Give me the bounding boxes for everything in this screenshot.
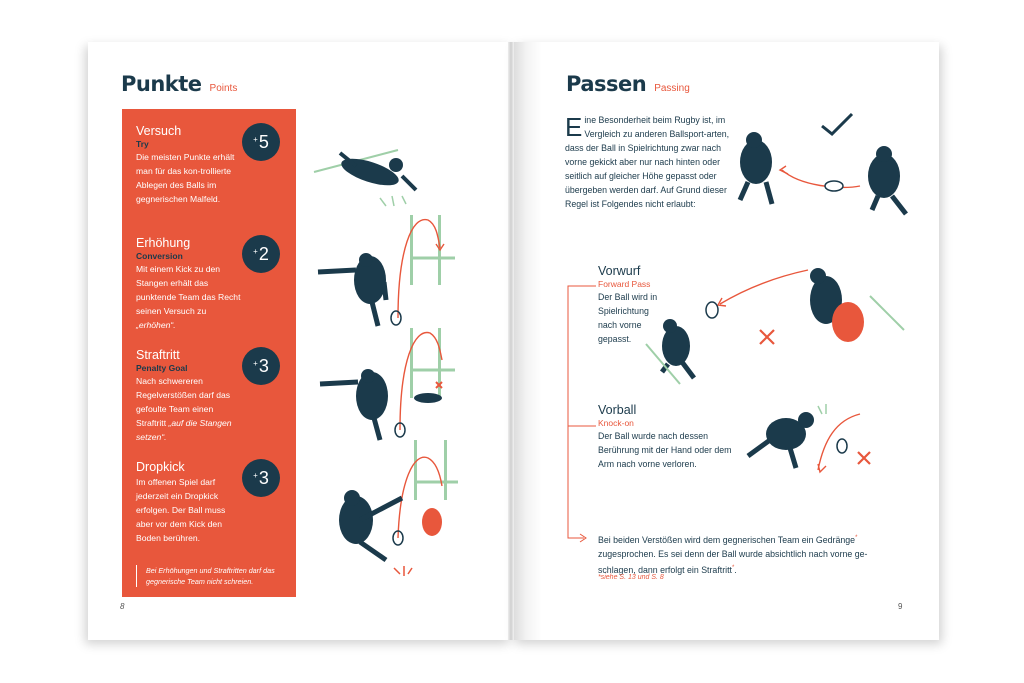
footnote: *siehe S. 13 und S. 8 <box>598 574 664 581</box>
section-description: Die meisten Punkte erhält man für das kon-trollierte Ablegen des Balls im gegnerischen Malfeld. <box>136 152 235 204</box>
conclusion-paragraph: Bei beiden Verstößen wird dem gegnerischen Team ein Gedränge* zugesprochen. Es sei denn der Ball wurde absichtlich nach vorne ge-schlagen, dann erfolgt ein Straftritt*. <box>598 534 868 575</box>
left-heading <box>121 72 237 96</box>
page-subtitle: Passing <box>654 83 690 94</box>
section-description: Im offenen Spiel darf jederzeit ein Dropkick erfolgen. Der Ball muss aber vor dem Kick den Boden berühren. <box>136 477 226 543</box>
section-try <box>136 124 244 206</box>
section-english: Knock-on <box>598 418 634 428</box>
page-subtitle: Points <box>209 83 238 94</box>
section-forward-pass <box>598 264 660 346</box>
section-description: Mit einem Kick zu den Stangen erhält das punktende Team das Recht seinen Versuch zu „erhöhen“. <box>136 264 241 330</box>
page-number: 8 <box>120 602 125 611</box>
points-badge: + 5 <box>242 123 280 161</box>
section-english: Try <box>136 139 149 149</box>
section-title: Vorball <box>598 403 637 417</box>
section-title: Straftritt <box>136 348 180 362</box>
section-title: Vorwurf <box>598 264 641 278</box>
section-description: Der Ball wird in Spielrichtung nach vorne gepasst. <box>598 292 658 344</box>
points-badge: + 3 <box>242 459 280 497</box>
page-title: Punkte <box>121 72 202 96</box>
intro-paragraph: Eine Besonderheit beim Rugby ist, im Vergleich zu anderen Ballsport-arten, dass der Ball in Spielrichtung zwar nach vorne gekickt aber nur nach hinten oder seitlich auf gleicher Höhe gepasst oder übergeben werden darf. Auf Grund dieser Regel ist Folgendes nicht erlaubt: <box>565 112 730 209</box>
section-description: Nach schwereren Regelverstößen darf das gefoulte Team einen Straftritt „auf die Stangen setzen“. <box>136 376 232 442</box>
section-title: Versuch <box>136 124 182 138</box>
section-conversion <box>136 236 244 332</box>
book-spine <box>508 42 514 640</box>
drop-cap: E <box>565 112 583 142</box>
section-description: Der Ball wurde nach dessen Berührung mit der Hand oder dem Arm nach vorne verloren. <box>598 431 732 469</box>
section-title: Dropkick <box>136 460 185 474</box>
section-english: Conversion <box>136 251 183 261</box>
side-note: Bei Erhöhungen und Straftritten darf das gegnerische Team nicht schreien. <box>136 565 286 587</box>
points-badge: + 3 <box>242 347 280 385</box>
page-number: 9 <box>898 602 903 611</box>
right-heading <box>566 72 690 96</box>
section-title: Erhöhung <box>136 236 191 250</box>
points-badge: + 2 <box>242 235 280 273</box>
section-knock-on <box>598 403 738 471</box>
section-dropkick <box>136 460 244 545</box>
section-english: Penalty Goal <box>136 363 188 373</box>
section-penalty-goal <box>136 348 244 444</box>
section-english: Forward Pass <box>598 279 651 289</box>
page-title: Passen <box>566 72 647 96</box>
